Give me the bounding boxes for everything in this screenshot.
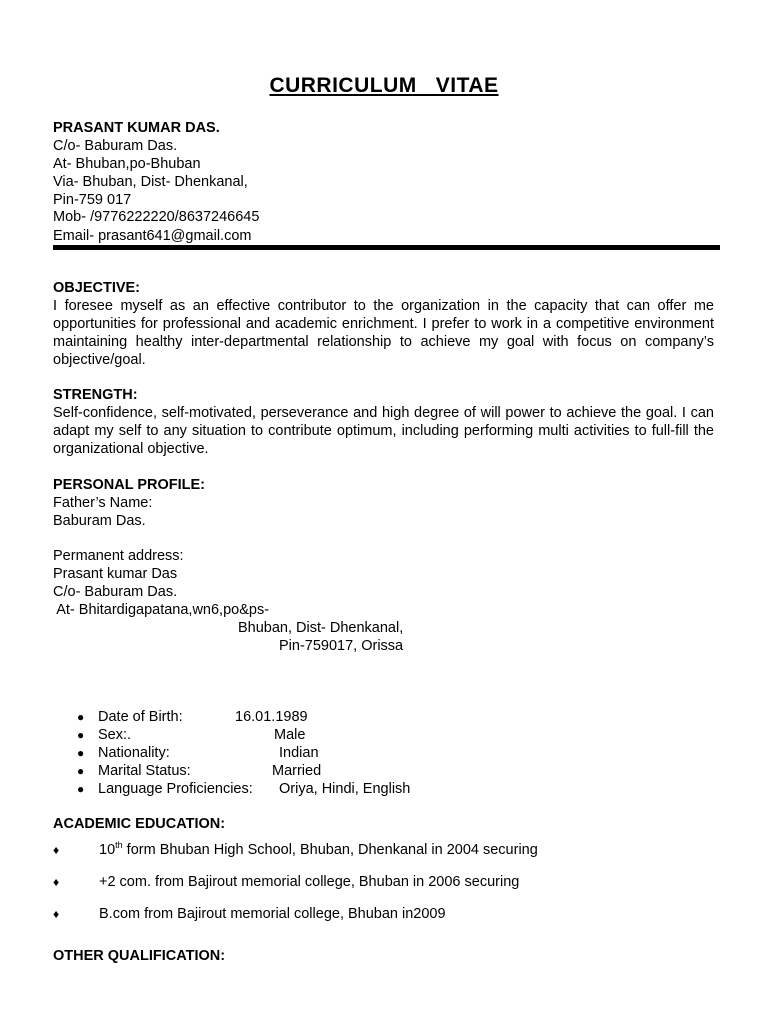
bullet-icon: ●: [77, 764, 85, 778]
detail-label: Date of Birth:: [98, 709, 183, 725]
detail-label: Sex:.: [98, 727, 132, 743]
objective-text: I foresee myself as an effective contributor to the organization in the capacity that can offer me opportunities for professional and academic enrichment. I prefer to work in a competitive environment maintaining healthy inter-departmental relationship to achieve my goal with focus on company’s objective/goal.: [53, 298, 714, 368]
bullet-icon: ●: [77, 728, 85, 742]
bullet-icon: ●: [77, 782, 85, 796]
personal-profile-heading: PERSONAL PROFILE:: [53, 477, 205, 493]
detail-value: Oriya, Hindi, English: [279, 781, 411, 797]
strength-text: Self-confidence, self-motivated, perseverance and high degree of will power to achieve the goal. I can adapt my self to any situation to contribute optimum, including performing multi activities to full-fill the organizational objective.: [53, 405, 714, 457]
header-line-careof: C/o- Baburam Das.: [53, 138, 178, 154]
academic-heading: ACADEMIC EDUCATION:: [53, 816, 226, 832]
header-divider: [53, 245, 720, 250]
father-name-value: Baburam Das.: [53, 513, 146, 529]
address-line-5: Pin-759017, Orissa: [279, 638, 404, 654]
detail-value: Indian: [279, 745, 319, 761]
education-item-text: form Bhuban High School, Bhuban, Dhenkanal in 2004 securing: [122, 842, 538, 858]
detail-value: Married: [272, 763, 322, 779]
document-title: CURRICULUM VITAE: [269, 74, 499, 97]
header-line-mobile: Mob- /9776222220/8637246645: [53, 209, 260, 225]
bullet-icon: ●: [77, 710, 85, 724]
objective-heading: OBJECTIVE:: [53, 280, 141, 296]
diamond-bullet-icon: ♦: [53, 843, 60, 857]
header-line-email: Email- prasant641@gmail.com: [53, 228, 252, 244]
other-qualification-heading: OTHER QUALIFICATION:: [53, 948, 226, 964]
header-line-pin: Pin-759 017: [53, 192, 132, 208]
address-line-3: At- Bhitardigapatana,wn6,po&ps-: [53, 602, 270, 618]
header-line-at: At- Bhuban,po-Bhuban: [53, 156, 201, 172]
detail-label: Nationality:: [98, 745, 170, 761]
education-item-prefix: 10: [99, 842, 116, 858]
detail-value: Male: [274, 727, 306, 743]
address-line-4: Bhuban, Dist- Dhenkanal,: [238, 620, 404, 636]
education-item-text: +2 com. from Bajirout memorial college, Bhuban in 2006 securing: [99, 874, 520, 890]
permanent-address-label: Permanent address:: [53, 548, 184, 564]
diamond-bullet-icon: ♦: [53, 907, 60, 921]
detail-label: Marital Status:: [98, 763, 191, 779]
address-line-2: C/o- Baburam Das.: [53, 584, 178, 600]
father-name-label: Father’s Name:: [53, 495, 153, 511]
address-line-1: Prasant kumar Das: [53, 566, 178, 582]
detail-label: Language Proficiencies:: [98, 781, 253, 797]
bullet-icon: ●: [77, 746, 85, 760]
education-item-text: B.com from Bajirout memorial college, Bhuban in2009: [99, 906, 446, 922]
education-item-superscript: th: [115, 840, 123, 851]
strength-heading: STRENGTH:: [53, 387, 138, 403]
header-line-via: Via- Bhuban, Dist- Dhenkanal,: [53, 174, 248, 190]
diamond-bullet-icon: ♦: [53, 875, 60, 889]
detail-value: 16.01.1989: [235, 709, 308, 725]
candidate-name: PRASANT KUMAR DAS.: [53, 120, 220, 136]
